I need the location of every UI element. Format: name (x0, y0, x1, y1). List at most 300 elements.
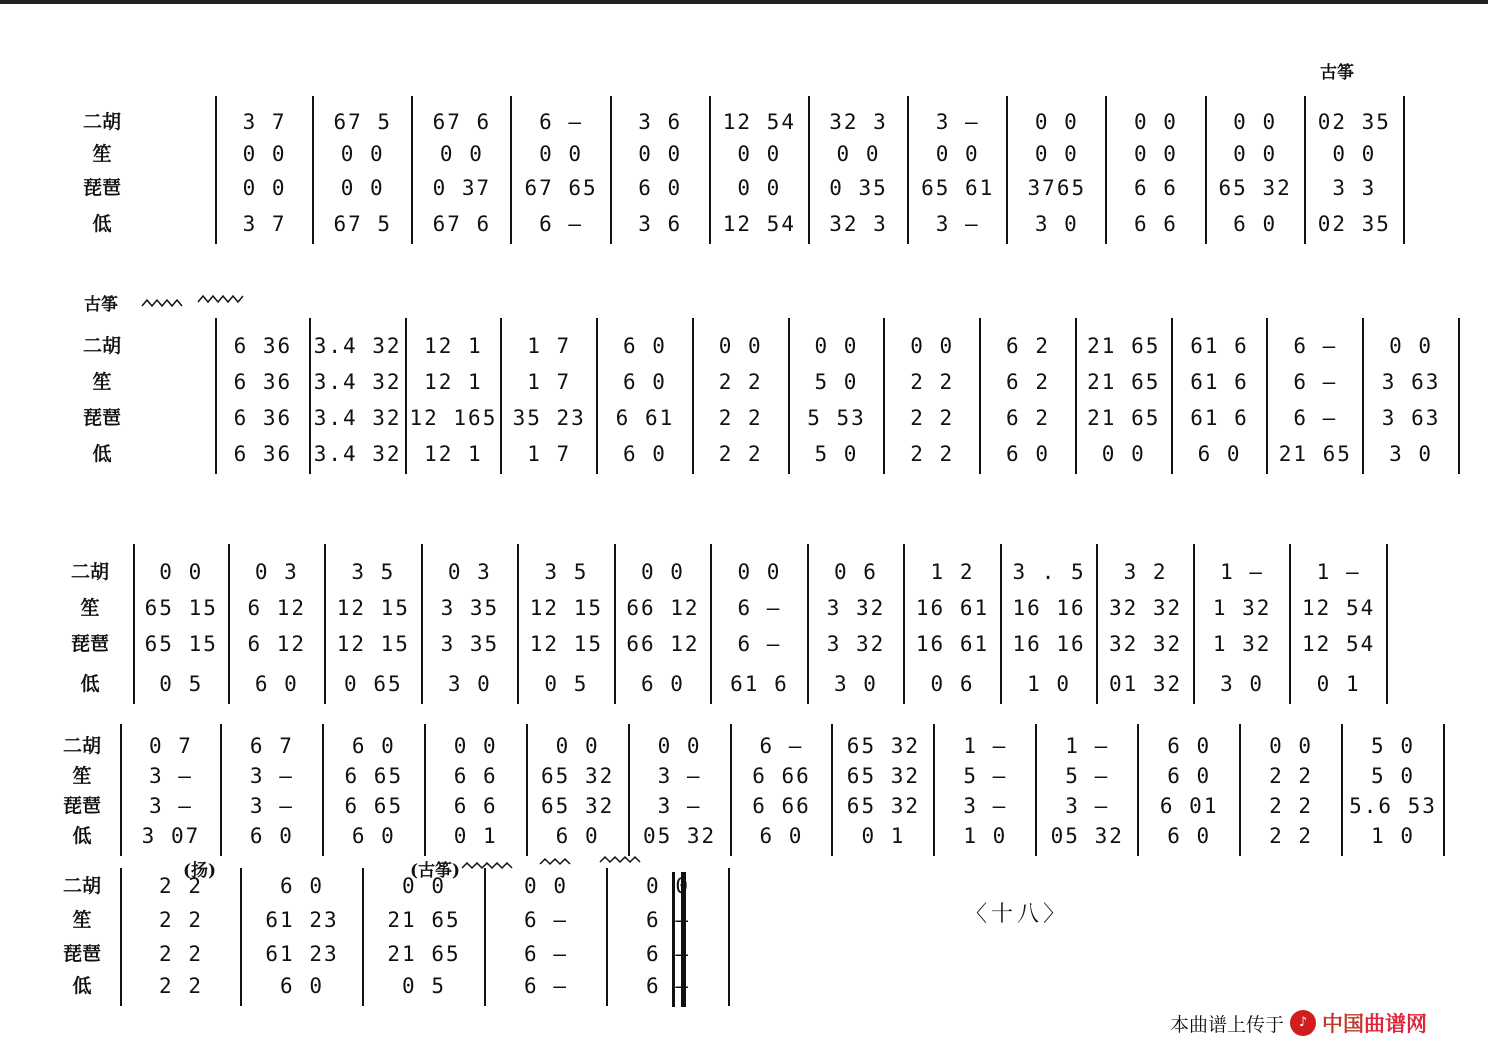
note-cell: 0 0 (340, 176, 385, 200)
note-cell: 0 0 (737, 176, 782, 200)
note-cell: 0 65 (344, 672, 403, 696)
note-cell: 6 0 (280, 874, 324, 898)
note-cell: 12 15 (529, 632, 603, 656)
note-cell: 2 2 (159, 942, 203, 966)
note-cell: 2 2 (910, 370, 955, 394)
note-cell: 12 1 (424, 442, 483, 466)
note-cell: 2 2 (159, 974, 203, 998)
note-cell: 0 0 (539, 142, 584, 166)
note-cell: 2 2 (718, 442, 763, 466)
note-cell: 1 32 (1212, 632, 1272, 656)
note-cell: 35 23 (512, 406, 586, 430)
measure (1107, 96, 1206, 244)
note-cell: 0 0 (1134, 142, 1178, 166)
note-cell: 65 32 (541, 794, 615, 818)
measure (885, 318, 981, 474)
note-cell: 05 32 (642, 824, 717, 848)
note-cell: 6 — (646, 942, 690, 966)
instrument-label: 低 (80, 673, 100, 695)
note-cell: 21 65 (1278, 442, 1352, 466)
note-cell: 2 2 (1269, 764, 1314, 788)
measure (616, 544, 713, 704)
note-cell: 1 — (1220, 560, 1265, 584)
note-cell: 6 36 (233, 406, 293, 430)
note-cell: 0 0 (1233, 110, 1278, 134)
note-cell: 16 16 (1012, 596, 1086, 620)
note-cell: 0 0 (1034, 110, 1079, 134)
note-cell: 6 — (539, 110, 584, 134)
note-cell: 67 6 (432, 110, 492, 134)
note-cell: 3 0 (1034, 212, 1079, 236)
note-cell: 32 32 (1108, 632, 1183, 656)
note-cell: 2 2 (1269, 824, 1314, 848)
note-cell: 1 2 (930, 560, 975, 584)
note-cell: 6 — (1293, 370, 1338, 394)
note-cell: 1 7 (527, 370, 572, 394)
note-cell: 0 0 (524, 874, 568, 898)
note-cell: 3 . 5 (1012, 560, 1086, 584)
note-cell: 6 65 (344, 794, 404, 818)
note-cell: 66 12 (626, 596, 700, 620)
note-cell: 12 15 (336, 632, 410, 656)
measure (324, 724, 426, 856)
instrument-label: 二胡 (62, 875, 101, 897)
note-cell: 0 0 (242, 176, 287, 200)
note-cell: 0 6 (834, 560, 878, 584)
note-cell: 5 — (963, 764, 1008, 788)
note-cell: 5 0 (814, 442, 859, 466)
note-cell: 6 0 (640, 672, 685, 696)
instrument-label: 低 (92, 213, 112, 235)
instrument-label: 琵琶 (62, 795, 101, 817)
note-cell: 65 32 (1218, 176, 1292, 200)
measure (905, 544, 1002, 704)
note-cell: 12 15 (336, 596, 410, 620)
note-cell: 6 — (646, 974, 690, 998)
note-cell: 0 3 (447, 560, 492, 584)
note-cell: 12 15 (529, 596, 603, 620)
note-cell: 65 61 (921, 176, 995, 200)
note-cell: 6 0 (254, 672, 299, 696)
measure (1037, 724, 1139, 856)
measure-row (215, 318, 1460, 474)
note-cell: 65 15 (144, 632, 218, 656)
note-cell: 0 35 (829, 176, 888, 200)
note-cell: 0 0 (814, 334, 859, 358)
note-cell: 21 65 (1087, 334, 1161, 358)
final-double-barline (672, 872, 686, 1007)
note-cell: 0 0 (242, 142, 287, 166)
note-cell: 6 0 (638, 176, 683, 200)
measure (133, 544, 230, 704)
note-cell: 21 65 (387, 942, 461, 966)
note-cell: 6 7 (249, 734, 294, 758)
measure (608, 868, 730, 1006)
score-system-3 (68, 544, 1388, 696)
note-cell: 0 7 (148, 734, 193, 758)
note-cell: 5 0 (814, 370, 859, 394)
measure (909, 96, 1008, 244)
note-cell: 6 0 (1167, 824, 1212, 848)
note-cell: 0 0 (1034, 142, 1079, 166)
note-cell: 0 1 (861, 824, 906, 848)
note-cell: 2 2 (910, 406, 955, 430)
note-cell: 6 6 (453, 794, 498, 818)
measure (512, 96, 611, 244)
measure-row (120, 868, 730, 1006)
note-cell: 0 0 (159, 560, 204, 584)
note-cell: 65 32 (846, 764, 921, 788)
note-cell: 6 01 (1159, 794, 1219, 818)
note-cell: 6 66 (752, 794, 811, 818)
note-cell: 0 0 (1134, 110, 1178, 134)
note-cell: 6 0 (1167, 764, 1212, 788)
note-cell: 1 32 (1212, 596, 1272, 620)
note-cell: 3 — (249, 794, 294, 818)
instrument-label: 低 (72, 825, 92, 847)
measure (528, 724, 630, 856)
guzheng-annotation-row2: 古筝 (84, 295, 118, 315)
measure (1077, 318, 1173, 474)
note-cell: 6 6 (1134, 212, 1178, 236)
note-cell: 3 — (1065, 794, 1110, 818)
note-cell: 3 35 (440, 596, 500, 620)
note-cell: 6 6 (453, 764, 498, 788)
note-cell: 02 35 (1317, 212, 1391, 236)
measure (712, 544, 809, 704)
measure (1098, 544, 1195, 704)
note-cell: 6 2 (1006, 334, 1050, 358)
measure (413, 96, 512, 244)
note-cell: 66 12 (626, 632, 700, 656)
note-cell: 3.4 32 (313, 334, 402, 358)
note-cell: 12 1 (424, 334, 483, 358)
note-cell: 2 2 (159, 874, 203, 898)
note-cell: 0 0 (402, 874, 446, 898)
glissando-wave-icon (460, 852, 660, 876)
measure (1364, 318, 1460, 474)
note-cell: 67 5 (333, 212, 393, 236)
score-system-1 (80, 96, 1405, 236)
note-cell: 65 32 (541, 764, 615, 788)
note-cell: 3 0 (834, 672, 878, 696)
note-cell: 02 35 (1317, 110, 1391, 134)
note-cell: 6 65 (344, 764, 404, 788)
measure (790, 318, 886, 474)
note-cell: 3 — (657, 764, 702, 788)
note-cell: 3 32 (826, 596, 886, 620)
note-cell: 32 3 (829, 110, 888, 134)
note-cell: 0 5 (544, 672, 589, 696)
note-cell: 3 5 (351, 560, 396, 584)
measure (1173, 318, 1269, 474)
note-cell: 6 — (759, 734, 804, 758)
measure (1343, 724, 1445, 856)
note-cell: 6 0 (1233, 212, 1278, 236)
note-cell: 61 6 (730, 672, 789, 696)
note-cell: 32 3 (829, 212, 888, 236)
measure (326, 544, 423, 704)
note-cell: 67 65 (524, 176, 598, 200)
note-cell: 1 — (963, 734, 1008, 758)
measure (120, 868, 242, 1006)
note-cell: 6 0 (1167, 734, 1212, 758)
note-cell: 16 61 (915, 632, 990, 656)
note-cell: 6 0 (555, 824, 600, 848)
note-cell: 65 32 (846, 734, 921, 758)
note-cell: 0 37 (432, 176, 492, 200)
note-cell: 6 0 (249, 824, 294, 848)
note-cell: 3 5 (544, 560, 589, 584)
note-cell: 61 6 (1190, 370, 1249, 394)
note-cell: 6 — (646, 908, 690, 932)
measure (1008, 96, 1107, 244)
note-cell: 21 65 (1087, 370, 1161, 394)
note-cell: 0 0 (340, 142, 385, 166)
note-cell: 6 — (1293, 406, 1338, 430)
note-cell: 12 54 (722, 212, 796, 236)
note-cell: 5 0 (1371, 734, 1415, 758)
note-cell: 6 0 (280, 974, 324, 998)
note-cell: 12 54 (722, 110, 796, 134)
note-cell: 0 0 (1389, 334, 1434, 358)
note-cell: 1 7 (527, 334, 572, 358)
note-cell: 0 5 (402, 974, 446, 998)
note-cell: 0 0 (1101, 442, 1146, 466)
measure (230, 544, 327, 704)
note-cell: 61 6 (1190, 406, 1249, 430)
note-cell: 2 2 (1269, 794, 1314, 818)
measure (1306, 96, 1405, 244)
note-cell: 05 32 (1050, 824, 1124, 848)
yangqin-annotation: (扬) (183, 861, 217, 881)
note-cell: 2 2 (718, 406, 763, 430)
note-cell: 21 65 (387, 908, 461, 932)
note-cell: 0 0 (935, 142, 980, 166)
measure (1002, 544, 1099, 704)
note-cell: 21 65 (1087, 406, 1161, 430)
instrument-label: 笙 (72, 765, 92, 787)
note-cell: 3 63 (1381, 406, 1441, 430)
note-cell: 12 165 (409, 406, 498, 430)
note-cell: 3 63 (1381, 370, 1441, 394)
note-cell: 6 — (524, 908, 568, 932)
note-cell: 67 5 (333, 110, 393, 134)
note-cell: 3 2 (1123, 560, 1168, 584)
note-cell: 3 32 (826, 632, 886, 656)
note-cell: 61 23 (265, 908, 339, 932)
instrument-label: 低 (72, 975, 92, 997)
instrument-label: 笙 (92, 371, 112, 393)
note-cell: 16 61 (915, 596, 990, 620)
measure (502, 318, 598, 474)
note-cell: 0 0 (910, 334, 955, 358)
note-cell: 61 6 (1190, 334, 1249, 358)
note-cell: 2 2 (718, 370, 763, 394)
note-cell: 3 — (148, 764, 193, 788)
page-number: 〈十八〉 (965, 902, 1070, 927)
note-cell: 6 66 (752, 764, 811, 788)
note-cell: 6 2 (1006, 406, 1050, 430)
note-cell: 0 0 (718, 334, 763, 358)
note-cell: 1 0 (963, 824, 1008, 848)
note-cell: 3 — (935, 110, 980, 134)
measure (242, 868, 364, 1006)
instrument-label: 二胡 (82, 111, 121, 133)
top-border-line (0, 0, 1488, 4)
note-cell: 6 — (1293, 334, 1338, 358)
note-cell: 65 15 (144, 596, 218, 620)
note-cell: 5 0 (1371, 764, 1415, 788)
note-cell: 12 54 (1302, 596, 1376, 620)
note-cell: 0 0 (737, 142, 782, 166)
measure-row (133, 544, 1388, 704)
measure-row (215, 96, 1405, 244)
note-cell: 67 6 (432, 212, 492, 236)
note-cell: 01 32 (1108, 672, 1183, 696)
note-cell: 3 0 (1220, 672, 1265, 696)
note-cell: 3.4 32 (313, 370, 402, 394)
note-cell: 3 — (657, 794, 702, 818)
note-cell: 0 0 (646, 874, 690, 898)
measure (486, 868, 608, 1006)
note-cell: 0 0 (836, 142, 881, 166)
instrument-label: 二胡 (62, 735, 101, 757)
note-cell: 2 2 (910, 442, 955, 466)
instrument-label: 二胡 (70, 561, 109, 583)
note-cell: 61 23 (265, 942, 339, 966)
measure (732, 724, 834, 856)
instrument-label: 琵琶 (70, 633, 109, 655)
note-cell: 6 61 (615, 406, 675, 430)
note-cell: 0 0 (737, 560, 782, 584)
note-cell: 1 7 (527, 442, 572, 466)
instrument-label: 琵琶 (82, 407, 121, 429)
note-cell: 0 5 (159, 672, 204, 696)
footer-logo-text (1322, 1008, 1427, 1038)
note-cell: 0 1 (453, 824, 498, 848)
measure (120, 724, 222, 856)
guzheng-annotation-top: 古筝 (1320, 63, 1354, 83)
instrument-label: 琵琶 (82, 177, 121, 199)
measure (833, 724, 935, 856)
note-cell: 0 0 (555, 734, 600, 758)
measure (711, 96, 810, 244)
note-cell: 3 0 (1389, 442, 1434, 466)
note-cell: 6 36 (233, 442, 293, 466)
score-system-4 (60, 724, 1445, 864)
instrument-label: 琵琶 (62, 943, 101, 965)
note-cell: 0 1 (1316, 672, 1361, 696)
note-cell: 16 16 (1012, 632, 1086, 656)
instrument-label: 笙 (92, 143, 112, 165)
measure (1195, 544, 1292, 704)
note-cell: 12 54 (1302, 632, 1376, 656)
note-cell: 6 0 (351, 734, 396, 758)
logo-text-part2: 曲谱网 (1364, 1012, 1428, 1036)
note-cell: 6 — (524, 974, 568, 998)
note-cell: 32 32 (1108, 596, 1183, 620)
note-cell: 3 07 (141, 824, 201, 848)
footer-text: 本曲谱上传于 (1170, 1013, 1285, 1036)
measure (364, 868, 486, 1006)
note-cell: 0 0 (638, 142, 683, 166)
note-cell: 0 0 (640, 560, 685, 584)
note-cell: 0 0 (1332, 142, 1377, 166)
instrument-label: 低 (92, 443, 112, 465)
note-cell: 1 — (1316, 560, 1361, 584)
note-cell: 0 3 (254, 560, 299, 584)
music-score-logo-icon: ♪ (1290, 1010, 1316, 1036)
measure (809, 544, 906, 704)
note-cell: 6 36 (233, 334, 293, 358)
measure (981, 318, 1077, 474)
note-cell: 6 0 (622, 442, 667, 466)
note-cell: 3 7 (242, 110, 287, 134)
note-cell: 2 2 (159, 908, 203, 932)
note-cell: 1 — (1065, 734, 1110, 758)
note-cell: 6 0 (351, 824, 396, 848)
note-cell: 1 0 (1027, 672, 1072, 696)
measure (314, 96, 413, 244)
note-cell: 0 0 (1269, 734, 1314, 758)
note-cell: 3 3 (1332, 176, 1377, 200)
score-system-2 (80, 318, 1460, 466)
note-cell: 6 — (737, 632, 782, 656)
note-cell: 6 0 (622, 334, 667, 358)
measure (1268, 318, 1364, 474)
note-cell: 3765 (1027, 176, 1087, 200)
note-cell: 3 — (963, 794, 1008, 818)
note-cell: 12 1 (424, 370, 483, 394)
measure (598, 318, 694, 474)
note-cell: 0 0 (1233, 142, 1278, 166)
note-cell: 6 0 (1006, 442, 1050, 466)
note-cell: 6 12 (247, 632, 307, 656)
measure (1207, 96, 1306, 244)
measure (311, 318, 407, 474)
note-cell: 6 — (737, 596, 782, 620)
note-cell: 6 0 (759, 824, 804, 848)
score-system-5 (60, 868, 730, 1008)
note-cell: 0 0 (453, 734, 498, 758)
measure (810, 96, 909, 244)
measure (519, 544, 616, 704)
measure (215, 318, 311, 474)
measure (426, 724, 528, 856)
note-cell: 3 6 (638, 110, 683, 134)
glissando-wave-icon (140, 288, 250, 314)
guzheng-annotation-row5: (古筝) (410, 861, 461, 881)
measure (423, 544, 520, 704)
note-cell: 3 35 (440, 632, 500, 656)
measure (1241, 724, 1343, 856)
note-cell: 6 0 (622, 370, 667, 394)
instrument-label: 笙 (72, 909, 92, 931)
note-cell: 6 — (524, 942, 568, 966)
note-cell: 5 — (1065, 764, 1110, 788)
measure (630, 724, 732, 856)
measure (935, 724, 1037, 856)
note-cell: 65 32 (846, 794, 921, 818)
footer-credit (1170, 1008, 1427, 1038)
note-cell: 5.6 53 (1349, 794, 1437, 818)
note-cell: 6 12 (247, 596, 307, 620)
note-cell: 6 36 (233, 370, 293, 394)
measure (1291, 544, 1388, 704)
instrument-label: 二胡 (82, 335, 121, 357)
measure-row (120, 724, 1445, 856)
